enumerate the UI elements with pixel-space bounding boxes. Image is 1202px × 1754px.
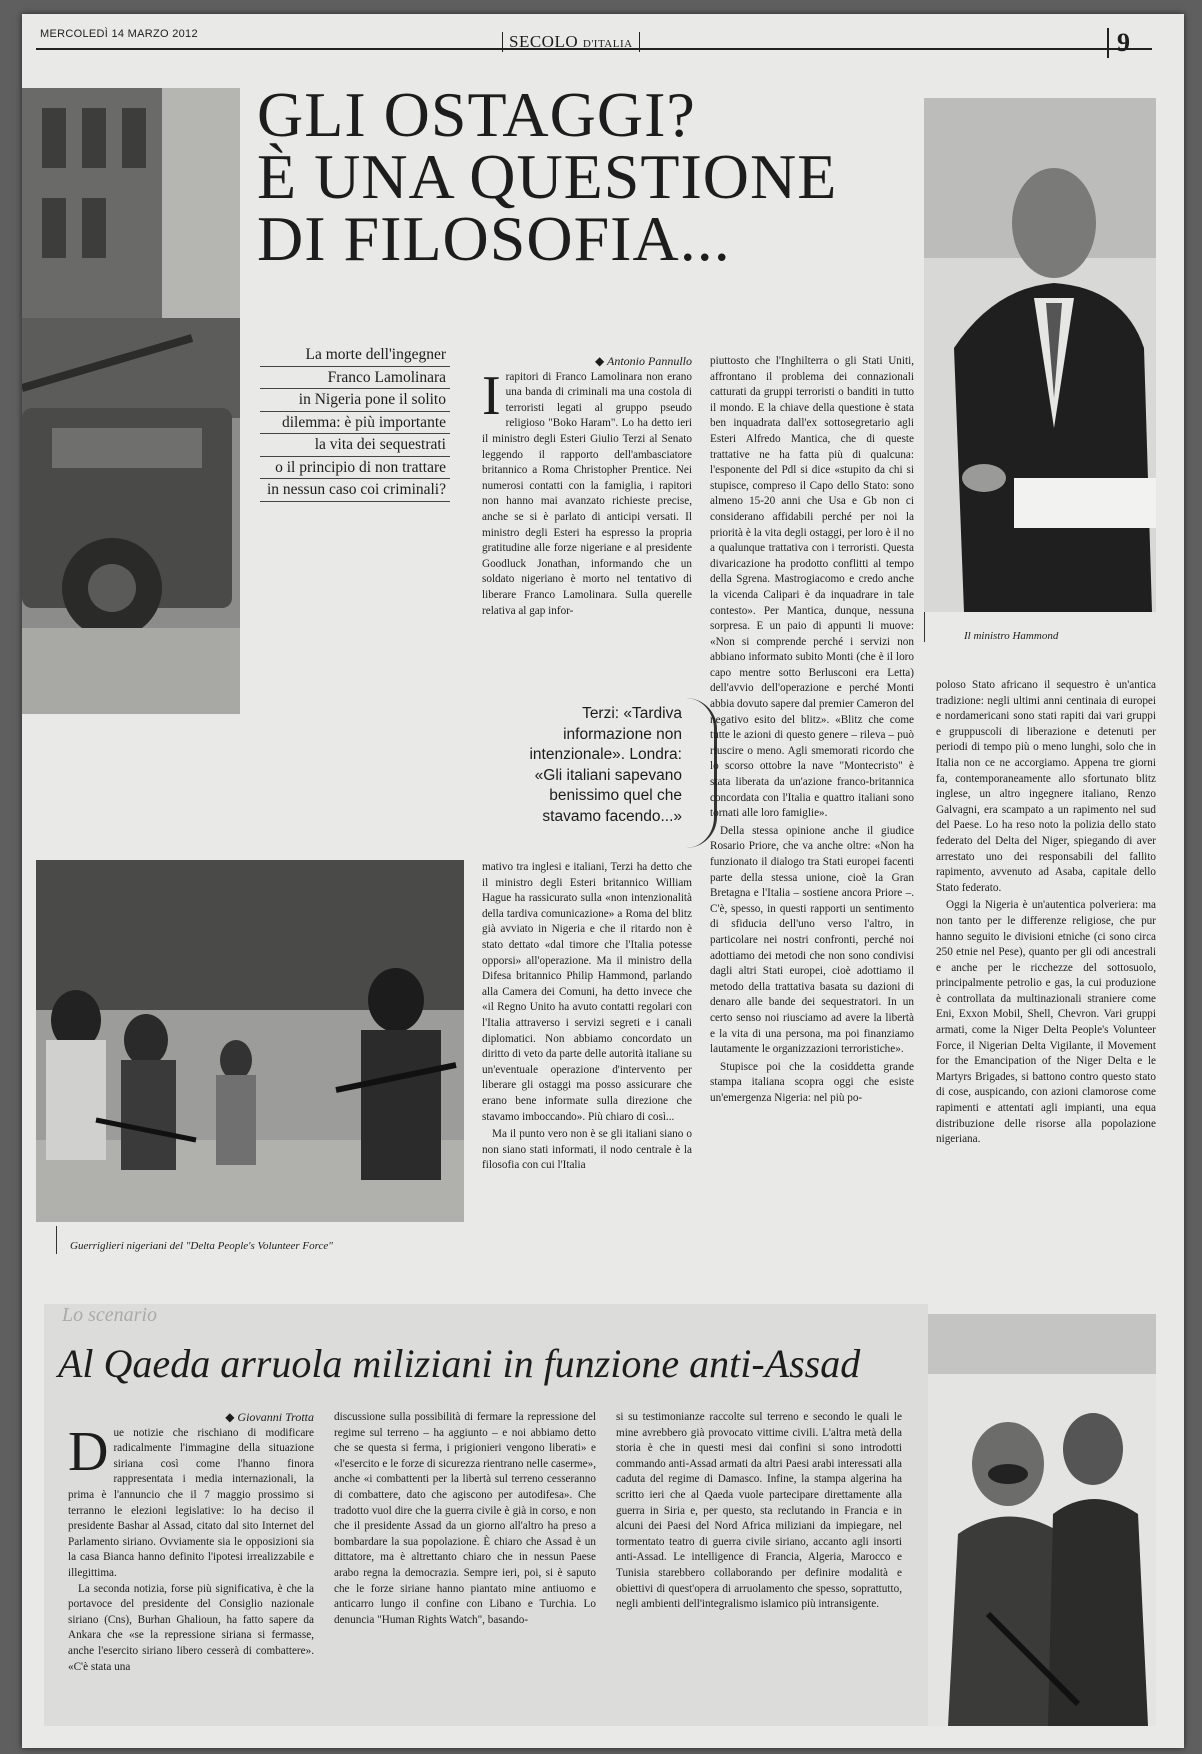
sidebar-column-3: [616, 1410, 902, 1722]
sidebar-column-1: [68, 1410, 314, 1722]
column-paragraph: mativo tra inglesi e italiani, Terzi ha detto che il ministro degli Esteri britannico William Hague ha rassicurato sulla «non intenzionalità della tardiva comunicazione» a Roma del blitz già avviato in Nigeria e che il ritardo non è stato dettato «dal timore che l'Italia potesse opporsi» all'operazione. Ma il ministro della Difesa britannico Philip Hammond, parlando alla Camera dei Comuni, ha detto invece che «il Regno Unito ha avuto contatti regolari con l'Italia attraverso i servizi segreti e i canali diplomatici. Non abbiamo concordato un diritto di veto da parte delle autorità italiane su un'eventuale operazione d'intervento per liberare gli ostaggi ma posso assicurare che erano bene informate sulla direzione che stavamo imboccando». Più chiaro di così...: [482, 861, 692, 1123]
sidebar-headline: Al Qaeda arruola miliziani in funzione anti-Assad: [58, 1341, 861, 1386]
guerrilla-caption-rule: [56, 1226, 57, 1254]
headline-line-1: GLI OSTAGGI?: [257, 79, 696, 150]
tank-photo: [22, 88, 240, 714]
article-summary: [260, 344, 450, 502]
hammond-caption-rule: [924, 612, 925, 642]
sidebar-kicker: Lo scenario: [62, 1304, 157, 1326]
guerrilla-photo: [36, 860, 464, 1222]
militia-photo: [928, 1314, 1156, 1726]
article-column-3: [936, 678, 1156, 1258]
column-paragraph: poloso Stato africano il sequestro è un'antica tradizione: negli ultimi anni centinaia di europei e nordamericani sono stati rapiti dai vari gruppi e gruppuscoli di liberazione e detenuti per periodi di tempo più o meno lunghi, solo che in Italia non ce ne accorgiamo. Appena tre giorni fa, contemporaneamente allo sfortunato blitz inglese, un altro ingegnere italiano, Renzo Galvagni, era scampato a un rapimento nel sud del Paese. Lo ha reso noto la polizia dello stato federato del Delta del Niger, spiegando di aver arrestato uno dei responsabili del fallito rapimento, avvenuto ad Asaba, capitale dello Stato federato.: [936, 679, 1156, 894]
column-paragraph: piuttosto che l'Inghilterra o gli Stati Uniti, affrontano il problema dei connazionali catturati da gruppi terroristi o banditi in tutto il mondo. E la chiave della questione è stata ben inquadrata dall'ex sottosegretario agli Esteri Alfredo Mantica, che di queste trattative ne ha fatta più di qualcuna: l'esponente del Pdl si dice «stupito da chi si stupisce, compreso il Capo dello Stato: sono almeno 15-20 anni che Usa e Gb non ci considerano affidabili perché per noi la priorità è la vita degli ostaggi, per loro è il no a qualunque trattativa con i terroristi. Questa divaricazione ha prodotto conflitti al tempo della Sgrena. Mastrogiacomo e credo anche la vicenda Calipari è da inquadrare in tale contesto». Per Mantica, dunque, nessuna sorpresa. E un paio di appunti li muove: «Non si comprende perché i servizi non abbiano informato subito Monti (che è il loro capo mentre sotto Berlusconi era Letta) dell'avvio dell'operazione e perché Monti abbia dovuto sapere dal premier Cameron del negativo esito del blitz». «Blitz che come tutte le azioni di questo genere – rileva – può riuscire o meno. Agli smemorati ricordo che lo scorso ottobre la nave "Montecristo" è stata liberata da un'azione franco-britannica concordata con l'Italia e quattro italiani sono tornati alle loro famiglie».: [710, 355, 914, 820]
headline-line-2: È UNA QUESTIONE: [257, 141, 838, 212]
summary-line: La morte dell'ingegner: [260, 344, 450, 367]
dropcap: I: [482, 364, 501, 427]
paper-name-main: SECOLO: [509, 32, 579, 51]
summary-line: o il principio di non trattare: [260, 457, 450, 480]
sidebar-dropcap: D: [68, 1420, 109, 1483]
newspaper-page: [22, 14, 1184, 1748]
summary-line: Franco Lamolinara: [260, 367, 450, 390]
summary-line: la vita dei sequestrati: [260, 434, 450, 457]
column-text: ue notizie che rischiano di modificare radicalmente l'immagine della situazione siriana così come l'hanno finora rappresentata i media internazionali, la prima è l'annuncio che il 7 maggio prossimo si terranno le elezioni legislative: lo ha deciso il presidente Bashar al Assad, citato dal sito Internet del Parlamento siriano. Ovviamente sia le opposizioni sia la casa Bianca hanno definito l'ipotesi irrealizzabile e illegittima.: [68, 1426, 314, 1579]
article-column-1-continued: [482, 860, 692, 1256]
column-text: rapitori di Franco Lamolinara non erano una banda di criminali ma una costola di terroristi legati al gruppo pseudo religioso "Boko Haram". Lo ha detto ieri il ministro degli Esteri Giulio Terzi al Senato leggendo il rapporto dell'ambasciatore britannico a Roma Christopher Prentice. Nei numerosi contatti con la famiglia, i rapitori non hanno mai avanzato richieste precise, anche se si è parlato di anticipi versati. Il ministro degli Esteri ha espresso la propria gratitudine alle forze nigeriane e al presidente Goodluck Jonathan, informando che un soldato nigeriano è morto nel tentativo di liberare Franco Lamolinara. Sulla querelle relativa al gap infor-: [482, 370, 692, 617]
column-paragraph: si su testimonianze raccolte sul terreno e secondo le quali le mine avrebbero già provocato vittime civili. L'altra metà della storia è che in questi mesi dai confini si sono introdotti commando anti-Assad armati da altri Paesi arabi interessati alla caduta del regime di Damasco. Infine, la stampa algerina ha scritto ieri che al Qaeda vuole partecipare direttamente alla guerra in Siria e, per questo, sta reclutando in Francia e in alcuni dei Paesi del Nord Africa miliziani da impiegare, nel tormentato teatro di guerra civile siriano, accanto agli insorti anti-Assad. Le intelligence di Francia, Algeria, Marocco e Tunisia starebbero collaborando per definire modalità e obiettivi di quest'opera di arruolamento che spesso, soprattutto, negli ambienti dell'integralismo islamico più intransigente.: [616, 1411, 902, 1611]
column-paragraph: Oggi la Nigeria è un'autentica polveriera: ma non tanto per le differenze religiose, che pur hanno seguito le divisioni etniche (ci sono circa 250 etnie nel Pese), quanto per gli odi ancestrali e anche per le ricchezze del sottosuolo, principalmente petrolio e gas, la cui produzione è controllata da multinazionali straniere come Eni, Exxon Mobil, Shell, Chevron. Vari gruppi armati, come la Niger Delta People's Volunteer Force, il Nigerian Delta Vigilante, il Movement for the Emancipation of the Niger Delta e le Martyrs Brigades, si battono contro questo stato di cose, auspicando, con azioni clamorose come rapimenti e attentati agli impianti, una equa distribuzione delle risorse alla popolazione nigeriana.: [936, 899, 1156, 1146]
article-column-2: [710, 354, 914, 1244]
byline-name: Antonio Pannullo: [607, 354, 692, 368]
pull-quote: Terzi: «Tardiva informazione non intenzionale». Londra: «Gli italiani sapevano benissimo quel che stavamo facendo...»: [529, 705, 682, 825]
hammond-caption: Il ministro Hammond: [964, 630, 1059, 642]
page-number: 9: [1107, 28, 1130, 58]
summary-line: dilemma: è più importante: [260, 412, 450, 435]
sidebar-column-2: [334, 1410, 596, 1722]
sidebar-byline-name: Giovanni Trotta: [237, 1410, 314, 1424]
column-paragraph: discussione sulla possibilità di fermare la repressione del regime sul terreno – ha aggiunto – e noi abbiamo detto che se questa si ferma, i prigionieri vengono liberati» e «l'esercito e le forze di sicurezza rientrano nelle caserme», anche «i combattenti per la libertà sul terreno cesseranno di combattere, dato che agiscono per autodifesa». Che tradotto vuol dire che la guerra civile è già in corso, e non che il presidente Assad da un giorno all'altro ha preso a bombardare la sua popolazione. È chiaro che Assad è un dittatore, ma è altrettanto chiaro che in nessun Paese arabo regna la democrazia. Sempre ieri, poi, si è saputo che le forze siriane hanno piantato mine antiuomo e anticarro lungo il confine con Libano e Turchia. Lo denuncia "Human Rights Watch", basando-: [334, 1411, 596, 1626]
summary-line: in Nigeria pone il solito: [260, 389, 450, 412]
hammond-photo: [924, 98, 1156, 612]
column-paragraph: La seconda notizia, forse più significativa, è che la portavoce del presidente del Consiglio nazionale siriano (Cns), Burhan Ghalioun, ha fatto sapere da Ankara che «se la repressione siriana si fermasse, anche l'esercito siriano libero cesserà di combattere». «C'è stata una: [68, 1582, 314, 1673]
paper-name-suffix: D'ITALIA: [582, 38, 633, 50]
headline-line-3: DI FILOSOFIA...: [257, 203, 731, 274]
column-paragraph: Stupisce poi che la cosiddetta grande stampa italiana scopra oggi che esiste un'emergenza Nigeria: nel più po-: [710, 1060, 914, 1104]
byline: ◆ Antonio Pannullo: [594, 354, 692, 368]
paper-name: [502, 32, 640, 52]
issue-date: MERCOLEDÌ 14 MARZO 2012: [40, 28, 198, 40]
article-headline: [257, 79, 857, 274]
sidebar-byline: ◆ Giovanni Trotta: [225, 1410, 314, 1424]
column-paragraph: Ma il punto vero non è se gli italiani siano o non siano stati informati, il nodo centrale è la filosofia con cui l'Italia: [482, 1128, 692, 1172]
article-column-1: [482, 354, 692, 684]
column-paragraph: Della stessa opinione anche il giudice Rosario Priore, che va anche oltre: «Non ha funzionato il dialogo tra Stati europei facenti parte della stessa unione, cioè la Gran Bretagna e l'Italia – sostiene ancora Priore –. C'è, spesso, in questi rapporti un sentimento di sfiducia dell'uno verso l'altro, in particolare nei nostri confronti, perché noi adottiamo dei metodi che non sono condivisi dagli altri Stati europei, cioè adottiamo il metodo della trattativa basata su dazioni di denaro alle bande dei sequestratori. In un certo senso noi riusciamo ad avere la libertà e la vita di una persona, ma poi finanziamo lautamente le organizzazioni terroristiche».: [710, 824, 914, 1056]
summary-line: in nessun caso coi criminali?: [260, 479, 450, 502]
guerrilla-caption: Guerriglieri nigeriani del "Delta People's Volunteer Force": [70, 1240, 333, 1252]
